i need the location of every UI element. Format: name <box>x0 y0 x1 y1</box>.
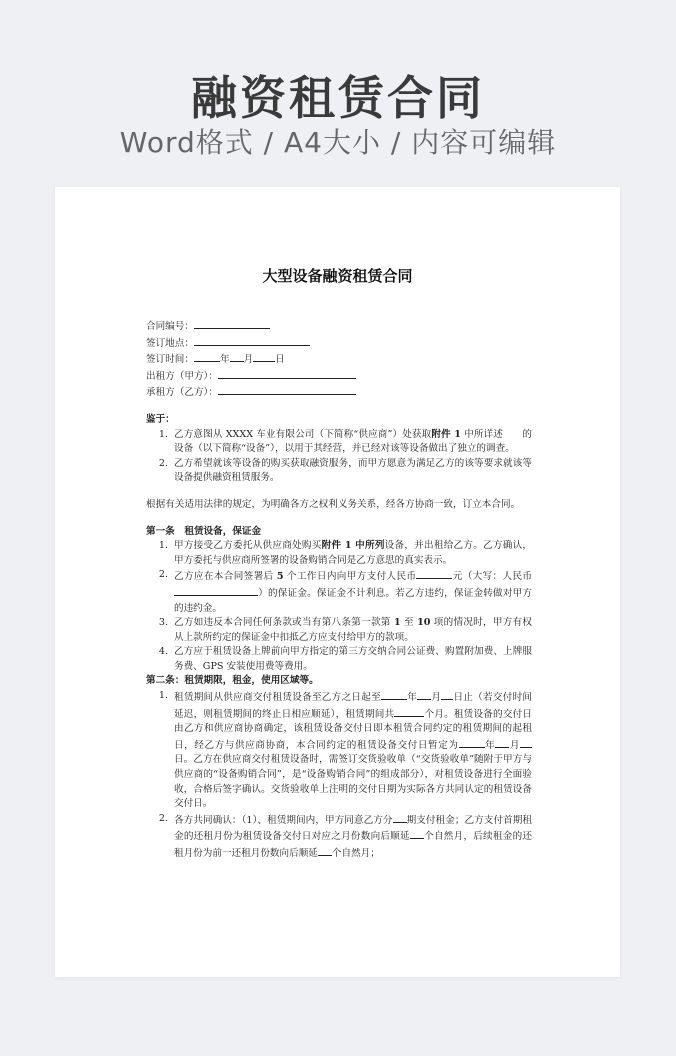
article-1-heading: 第一条 租赁设备，保证金 <box>146 525 262 537</box>
month-label: 月 <box>243 354 254 366</box>
item-number: 4. <box>158 646 168 658</box>
header-fields <box>146 318 532 401</box>
banner-subtitle: Word格式 / A4大小 / 内容可编辑 <box>119 126 557 159</box>
field-label: 承租方（乙方）： <box>146 387 218 399</box>
item-number: 2. <box>158 569 168 581</box>
lessee-field <box>146 384 532 401</box>
article-2-heading: 第二条：租赁期限，租金，使用区域等。 <box>146 675 319 687</box>
item-text: 乙方应于租赁设备上牌前向甲方指定的第三方交纳合同公证费、购置附加费、上牌服务费、GPS 安装使用费等费用。 <box>174 646 532 672</box>
item-text: 乙方意图从 XXXX 车业有限公司（下简称“供应商”）处获取附件 1 中所详述 的设备（以下简称“设备”），以用于其经营，并已经对该等设备做出了独立的调查。 <box>174 428 532 455</box>
year-label: 年 <box>219 354 230 366</box>
document-title: 大型设备融资租赁合同 <box>262 267 413 285</box>
field-label: 签订时间： <box>146 354 194 366</box>
blank-line <box>218 384 356 395</box>
blank-line <box>194 335 310 346</box>
blank-line <box>230 351 244 362</box>
item-number: 1. <box>158 428 168 440</box>
item-text: 租赁期间从供应商交付租赁设备至乙方之日起至 年 月 日止（若交付时间延迟，则租赁期间的终止日相应顺延），租赁期间共 个月。租赁设备的交付日由乙方和供应商协商确定，该租赁设备交付日即本租赁合同约定的租赁期间的起租日，经乙方与供应商协商，本合同约定的租赁设备交付日暂定为 年 月日。乙方在供应商交付租赁设备时，需签订交货验收单（“交货验收单”随附于甲方与供应商的“设备购销合同”，是“设备购销合同”的组成部分），对租赁设备进行全面验收，合格后签字确认。交货验收单上注明的交付日期为实际各方共同认定的租赁设备交付日。 <box>174 689 532 812</box>
preamble: 根据有关适用法律的规定，为明确各方之权利义务关系，经各方协商一致，订立本合同。 <box>146 498 521 510</box>
whereas-heading: 鉴于： <box>146 413 175 425</box>
list-item <box>146 645 532 674</box>
item-text: 乙方希望就该等设备的购买获取融资服务，而甲方愿意为满足乙方的该等要求就该等设备提供融资租赁服务。 <box>174 457 532 484</box>
item-text: 甲方接受乙方委托从供应商处购买附件 1 中所列设备，并出租给乙方。乙方确认，甲方委托与供应商所签署的设备购销合同是乙方意思的真实表示。 <box>174 540 533 566</box>
document-page <box>55 187 620 977</box>
field-label: 合同编号： <box>146 321 194 332</box>
banner-title: 融资租赁合同 <box>191 71 485 125</box>
list-item <box>146 539 532 568</box>
field-label: 出租方（甲方）： <box>146 370 218 382</box>
item-number: 2. <box>158 457 168 469</box>
contract-number-field <box>146 318 532 335</box>
item-text: 各方共同确认：（1）、租赁期间内，甲方同意乙方分 期支付租金；乙方支付首期租金的还租月份为租赁设备交付日对应之月份数向后顺延 个自然月，后续租金的还租月份为前一还租月份数向后顺延 个自然月； <box>174 812 532 862</box>
list-item <box>146 689 532 812</box>
blank-line <box>218 368 356 379</box>
sign-place-field <box>146 335 532 352</box>
sign-time-field <box>146 351 532 368</box>
list-item <box>146 428 532 457</box>
item-number: 3. <box>158 617 168 629</box>
item-text: 乙方如违反本合同任何条款或当有第八条第一款第 1 至 10 项的情况时，甲方有权从上款所约定的保证金中扣抵乙方应支付给甲方的款项。 <box>174 617 532 643</box>
item-number: 2. <box>158 812 168 824</box>
item-number: 1. <box>158 690 168 702</box>
list-item <box>146 457 532 486</box>
blank-line <box>253 351 275 362</box>
document-body <box>146 318 532 862</box>
lessor-field <box>146 368 532 385</box>
list-item <box>146 812 532 862</box>
list-item <box>146 616 532 645</box>
blank-line <box>194 351 220 362</box>
item-number: 1. <box>158 540 168 552</box>
list-item <box>146 568 532 616</box>
item-text: 乙方应在本合同签署后 5 个工作日内向甲方支付人民币 元（大写：人民币）的保证金。保证金不计利息。若乙方违约，保证金转做对甲方的违约金。 <box>174 568 532 616</box>
blank-line <box>194 318 270 329</box>
day-label: 日 <box>275 354 285 366</box>
field-label: 签订地点： <box>146 337 194 349</box>
